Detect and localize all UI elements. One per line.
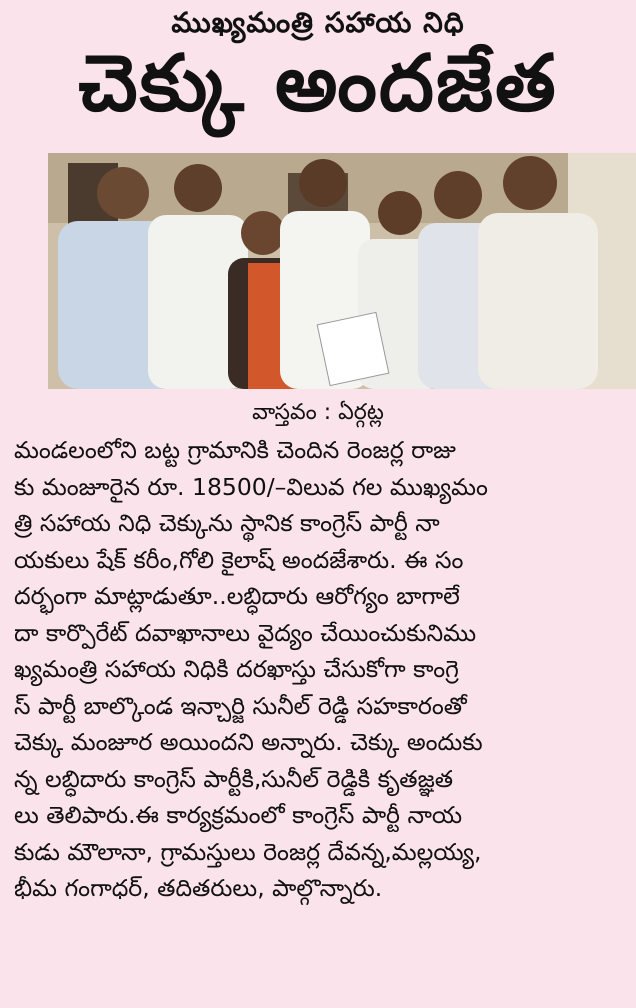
body-line: మండలంలోని బట్ట గ్రామానికి చెందిన రెంజర్ల రాజు [14,436,456,464]
body-line: భీమ గంగాధర్, తదితరులు, పాల్గొన్నారు. [14,874,383,902]
body-line: కుడు మౌలానా, గ్రామస్తులు రెంజర్ల దేవన్న,మల్లయ్య, [14,837,482,866]
body-line: దర్భంగా మాట్లాడుతూ..లబ్ధిదారు ఆరోగ్యం బాగాలే [14,582,460,610]
body-line: కు మంజూరైన రూ. 18500/–విలువ గల ముఖ్యమం [14,472,488,501]
body-line: ఖ్యమంత్రి సహాయ నిధికి దరఖాస్తు చేసుకోగా కాంగ్రె [14,655,459,683]
body-line: త్రి సహాయ నిధి చెక్కును స్థానిక కాంగ్రెస్ పార్టీ నా [14,509,440,537]
body-line: చెక్కు మంజూర అయిందని అన్నారు. చెక్కు అందుకు [14,728,483,756]
news-photo [48,153,636,389]
kicker: ముఖ్యమంత్రి సహాయ నిధి [171,6,465,39]
headline: చెక్కు అందజేత [78,39,558,129]
body-line: దా కార్పొరేట్ దవాఖానాలు వైద్యం చేయించుకునిము [14,618,477,647]
body-line: స్ పార్టీ బాల్కొండ ఇన్చార్జి సునీల్ రెడ్డి సహకారంతో [14,691,467,720]
cheque [317,312,389,385]
body-line: లు తెలిపారు.ఈ కార్యక్రమంలో కాంగ్రెస్ పార్టీ నాయ [14,801,463,829]
body-line: యకులు షేక్ కరీం,గోలి కైలాష్ అందజేశారు. ఈ సం [14,545,464,574]
dateline: వాస్తవం : ఏర్గట్ల [252,400,384,425]
article-body [14,432,626,907]
body-line: న్న లబ్ధిదారు కాంగ్రెస్ పార్టీకి,సునీల్ రెడ్డికి కృతజ్ఞత [14,764,454,793]
photo-illustration [48,153,636,389]
